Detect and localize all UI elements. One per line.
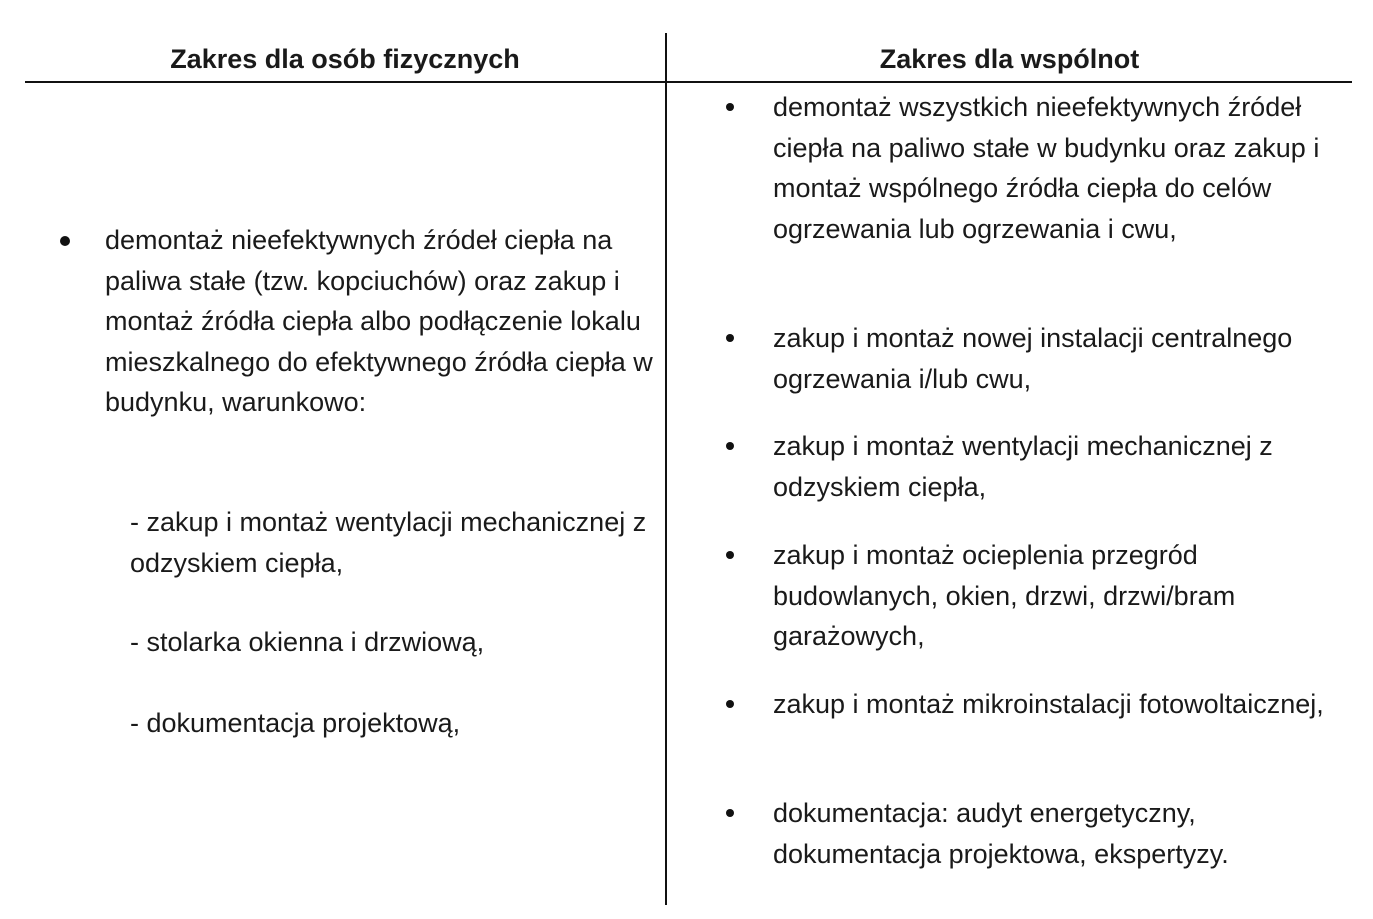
- right-item-text: zakup i montaż wentylacji mechanicznej z odzyskiem ciepła,: [773, 431, 1273, 502]
- left-sub-item-documentation: - dokumentacja projektową,: [130, 708, 461, 738]
- header-communities: Zakres dla wspólnot: [879, 44, 1140, 74]
- right-item-text: dokumentacja: audyt energetyczny, dokumentacja projektowa, ekspertyzy.: [773, 798, 1229, 869]
- right-item-text: zakup i montaż mikroinstalacji fotowoltaicznej,: [773, 689, 1324, 719]
- left-item-text: demontaż nieefektywnych źródeł ciepła na paliwa stałe (tzw. kopciuchów) oraz zakup i montaż źródła ciepła albo podłączenie lokalu mieszkalnego do efektywnego źródła ciepła w budynku, warunkowo:: [105, 225, 653, 417]
- bullet-icon: [726, 103, 734, 111]
- right-item-text: zakup i montaż ocieplenia przegród budowlanych, okien, drzwi, drzwi/bram garażowych,: [773, 540, 1236, 651]
- bullet-icon: [726, 551, 734, 559]
- left-sub-item-joinery: - stolarka okienna i drzwiową,: [130, 627, 485, 657]
- bullet-icon: [726, 334, 734, 342]
- bullet-icon: [726, 809, 734, 817]
- bullet-icon: [60, 236, 70, 246]
- right-item-text: demontaż wszystkich nieefektywnych źródeł ciepła na paliwo stałe w budynku oraz zakup i montaż wspólnego źródła ciepła do celów ogrzewania lub ogrzewania i cwu,: [773, 92, 1320, 244]
- right-item-text: zakup i montaż nowej instalacji centralnego ogrzewania i/lub cwu,: [773, 323, 1293, 394]
- bullet-icon: [726, 442, 734, 450]
- header-rule-right: [667, 81, 1352, 83]
- bullet-icon: [726, 700, 734, 708]
- header-individuals: Zakres dla osób fizycznych: [170, 44, 520, 74]
- left-sub-item-ventilation: - zakup i montaż wentylacji mechanicznej z odzyskiem ciepła,: [130, 507, 647, 578]
- column-divider: [665, 33, 667, 905]
- header-rule-left: [25, 81, 665, 83]
